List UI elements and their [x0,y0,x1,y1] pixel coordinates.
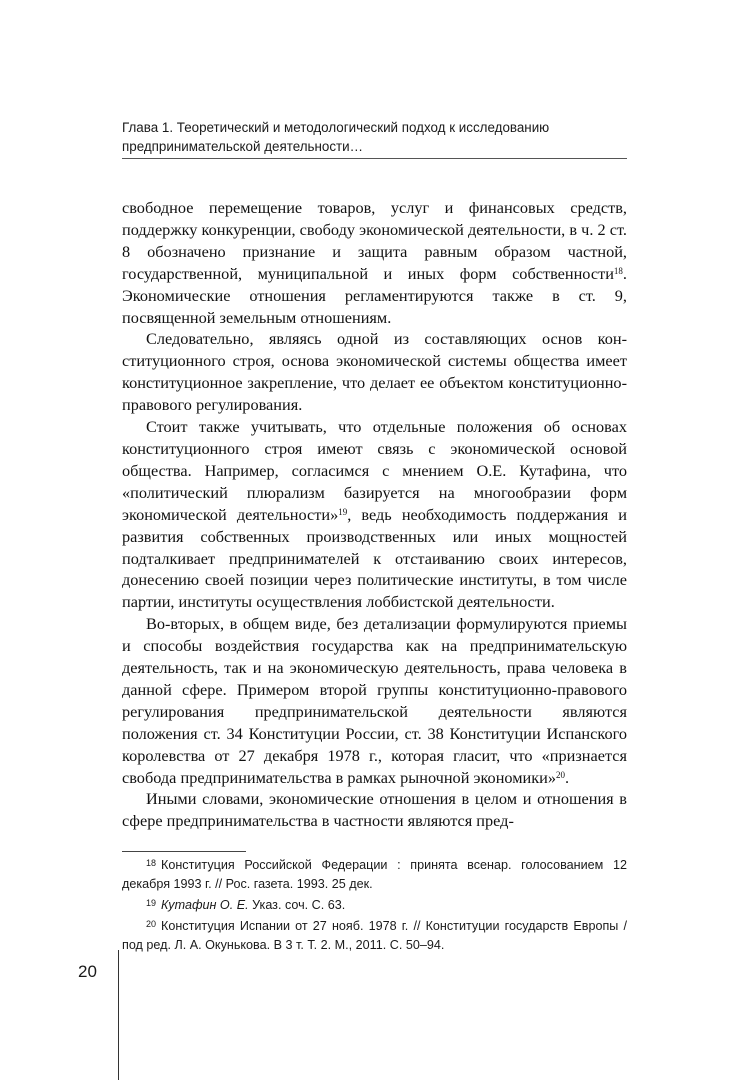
page-number-rule [118,950,119,1080]
paragraph-1-text-b: . Экономические отношения регламентируются также в ст. 9, посвященной земельным отношениям. [122,263,627,327]
running-header-line-1: Глава 1. Теоретический и методологический подход к исследованию [122,120,550,135]
footnote-text: Конституция Испании от 27 нояб. 1978 г. // Конституции государств Европы / под ред. Л. А. Окунькова. В 3 т. Т. 2. М., 2011. С. 50–94. [122,919,627,952]
footnote-number: 20 [146,919,157,929]
footnote-text: Указ. соч. С. 63. [248,898,346,912]
footnote-20 [122,915,627,955]
footnote-number: 19 [146,898,157,908]
paragraph-1-text-a: свободное перемещение товаров, услуг и финансовых средств, поддержку конкуренции, свободу экономической деятельности, в ч. 2 ст. 8 обозначено признание и защита равным образом частной, государственной, муниципальной и иных форм собственности [122,198,627,283]
footnote-number: 18 [146,858,157,868]
header-divider [122,158,627,159]
footnote-divider [122,851,246,852]
footnote-19 [122,894,627,915]
paragraph-3-text-a: Стоит также учитывать, что отдельные положения об основах конституционного строя имеют связь с экономической основой общества. Например, согласимся с мнением О.Е. Кутафина, что «политический плюрализм базируется на многообразии форм экономической деятельности» [122,417,627,524]
paragraph-2: Следовательно, являясь одной из составляющих основ конституционного строя, основа экономической системы общества имеет конституционное закрепление, что делает ее объектом конституционно-правового регулирования. [122,329,627,415]
footnote-text: Конституция Российской Федерации : принята всенар. голосованием 12 декабря 1993 г. // Рос. газета. 1993. 25 дек. [122,858,627,891]
main-text [122,197,627,832]
paragraph-3 [122,416,627,613]
paragraph-3-text-b: , ведь необходимость поддержания и развития собственных производственных или иных мощностей подталкивает предпринимателей к отстаиванию своих интересов, донесению своей позиции через политические институты, в том числе партии, институты осуществления лоббистской деятельности. [122,504,628,612]
footnote-ref-18[interactable]: 18 [613,265,623,276]
running-header-line-2: предпринимательской деятельности… [122,139,364,154]
paragraph-4 [122,613,627,788]
footnote-ref-19[interactable]: 19 [338,506,348,517]
page-number: 20 [78,962,97,981]
paragraph-4-text-a: Во-вторых, в общем виде, без детализации формулируются приемы и способы воздействия государства как на предпринимательскую деятельность, так и на экономическую деятельность, права человека в данной сфере. Примером второй группы конституционно-правового регулирования предпринимательской деятельности являются положения ст. 34 Конституции России, ст. 38 Конституции Испанского королевства от 27 декабря 1978 г., которая гласит, что «признается свобода предпринимательства в рамках рыночной экономики» [122,614,627,787]
footnotes [122,854,627,955]
paragraph-5: Иными словами, экономические отношения в целом и отношения в сфере предпринимательства в частности являются пред- [122,789,627,831]
footnote-ref-20[interactable]: 20 [556,769,566,780]
footnote-18 [122,854,627,894]
paragraph-4-text-b: . [565,767,570,787]
footnote-author: Кутафин О. Е. [161,898,249,912]
paragraph-1 [122,197,627,328]
running-header [122,118,627,156]
